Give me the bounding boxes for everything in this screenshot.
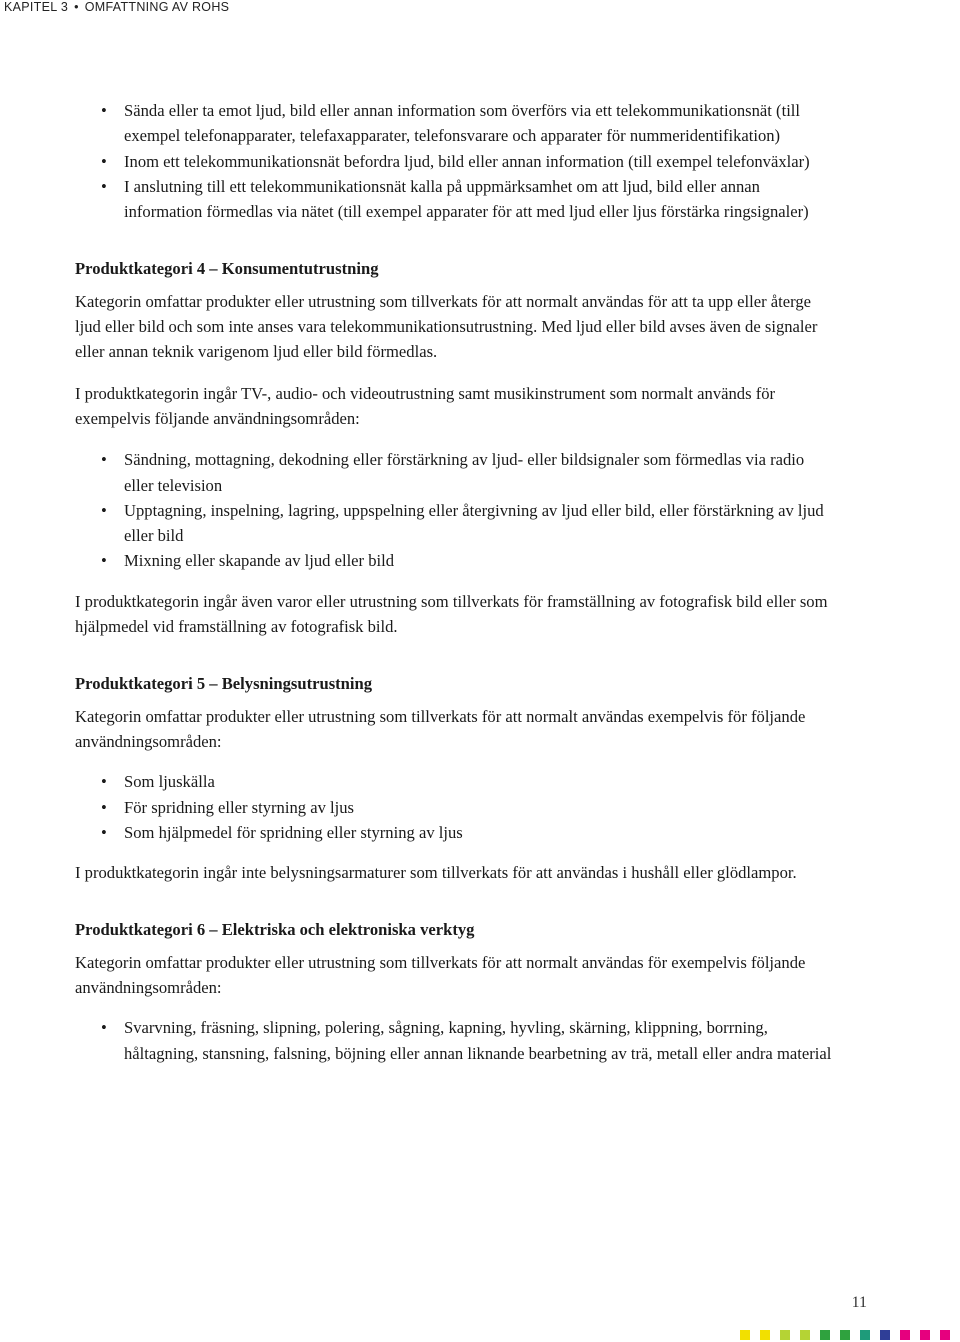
color-swatch	[760, 1330, 770, 1340]
separator-dot: •	[74, 0, 79, 14]
intro-bullet-list	[75, 98, 835, 224]
bullet-icon: •	[101, 500, 107, 520]
color-swatch	[740, 1330, 750, 1340]
cat5-paragraph-2: I produktkategorin ingår inte belysningsarmaturer som tillverkats för att användas i hushåll eller glödlampor.	[75, 863, 797, 883]
bullet-icon: •	[101, 797, 107, 817]
bullet-icon: •	[101, 772, 107, 792]
bullet-icon: •	[101, 101, 107, 120]
cat4-bullet-list	[75, 447, 835, 573]
list-item-text: För spridning eller styrning av ljus	[124, 797, 354, 817]
list-item	[75, 820, 835, 845]
list-item	[75, 548, 835, 573]
color-swatch	[820, 1330, 830, 1340]
list-item-text: I anslutning till ett telekommunikationsnät kalla på uppmärksamhet om att ljud, bild eller annan information förmedlas via nätet (till exempel apparater för att med ljud eller ljus förstärka ringsignaler)	[124, 176, 809, 222]
list-item	[75, 149, 835, 174]
section-label: OMFATTNING AV ROHS	[84, 0, 230, 14]
color-swatch	[800, 1330, 810, 1340]
list-item-text: Inom ett telekommunikationsnät befordra ljud, bild eller annan information (till exempel telefonväxlar)	[124, 151, 810, 171]
list-item	[75, 1015, 835, 1066]
cat6-heading: Produktkategori 6 – Elektriska och elektroniska verktyg	[75, 920, 475, 940]
bullet-icon: •	[101, 151, 107, 171]
cat6-paragraph-1: Kategorin omfattar produkter eller utrustning som tillverkats för att normalt användas för exempelvis följande användningsområden:	[75, 952, 806, 998]
cat5-bullet-list	[75, 769, 835, 845]
list-item-text: Som hjälpmedel för spridning eller styrning av ljus	[124, 822, 463, 842]
list-item-text: Som ljuskälla	[124, 772, 215, 792]
page-number: 11	[851, 1294, 867, 1311]
list-item-text: Sända eller ta emot ljud, bild eller annan information som överförs via ett telekommunikationsnät (till exempel telefonapparater, telefaxapparater, telefonsvarare och apparater för nummeridentifikation)	[124, 101, 801, 146]
list-item-text: Sändning, mottagning, dekodning eller förstärkning av ljud- eller bildsignaler som förmedlas via radio eller television	[124, 450, 805, 495]
bullet-icon: •	[101, 176, 107, 196]
cat5-heading: Produktkategori 5 – Belysningsutrustning	[75, 674, 373, 694]
running-head	[4, 0, 229, 14]
cat5-paragraph-1: Kategorin omfattar produkter eller utrustning som tillverkats för att normalt användas exempelvis för följande användningsområden:	[75, 706, 806, 751]
list-item-text: Svarvning, fräsning, slipning, polering, sågning, kapning, hyvling, skärning, klippning, borrning, håltagning, stansning, falsning, böjning eller annan liknande bearbetning av trä, metall eller andra material	[124, 1018, 832, 1063]
cat4-paragraph-1: Kategorin omfattar produkter eller utrustning som tillverkats för att normalt användas för att ta upp eller återge ljud eller bild och som inte anses vara telekommunikationsutrustning. Med ljud eller bild avses även de signaler eller annan teknik varigenom ljud eller bild förmedlas.	[75, 291, 818, 362]
page-content	[75, 98, 835, 1066]
color-swatch	[840, 1330, 850, 1340]
cat6-bullet-list	[75, 1015, 835, 1066]
color-swatch	[780, 1330, 790, 1340]
color-swatch	[900, 1330, 910, 1340]
list-item	[75, 498, 835, 549]
chapter-label: KAPITEL 3	[4, 0, 69, 14]
color-swatch	[920, 1330, 930, 1340]
bullet-icon: •	[101, 1018, 107, 1038]
list-item-text: Mixning eller skapande av ljud eller bild	[124, 551, 395, 571]
color-strip	[740, 1330, 960, 1340]
list-item-text: Upptagning, inspelning, lagring, uppspelning eller återgivning av ljud eller bild, eller förstärkning av ljud eller bild	[124, 500, 824, 546]
cat4-paragraph-3: I produktkategorin ingår även varor eller utrustning som tillverkats för framställning av fotografisk bild eller som hjälpmedel vid framställning av fotografisk bild.	[75, 591, 828, 637]
color-swatch	[860, 1330, 870, 1340]
list-item	[75, 447, 835, 498]
cat4-paragraph-2: I produktkategorin ingår TV-, audio- och videoutrustning samt musikinstrument som normalt används för exempelvis följande användningsområden:	[75, 383, 776, 428]
bullet-icon: •	[101, 450, 107, 470]
color-swatch	[880, 1330, 890, 1340]
color-swatch	[940, 1330, 950, 1340]
bullet-icon: •	[101, 822, 107, 842]
list-item	[75, 174, 835, 225]
bullet-icon: •	[101, 551, 107, 571]
list-item	[75, 769, 835, 794]
cat4-heading: Produktkategori 4 – Konsumentutrustning	[75, 259, 379, 279]
list-item	[75, 795, 835, 820]
list-item	[75, 98, 835, 149]
